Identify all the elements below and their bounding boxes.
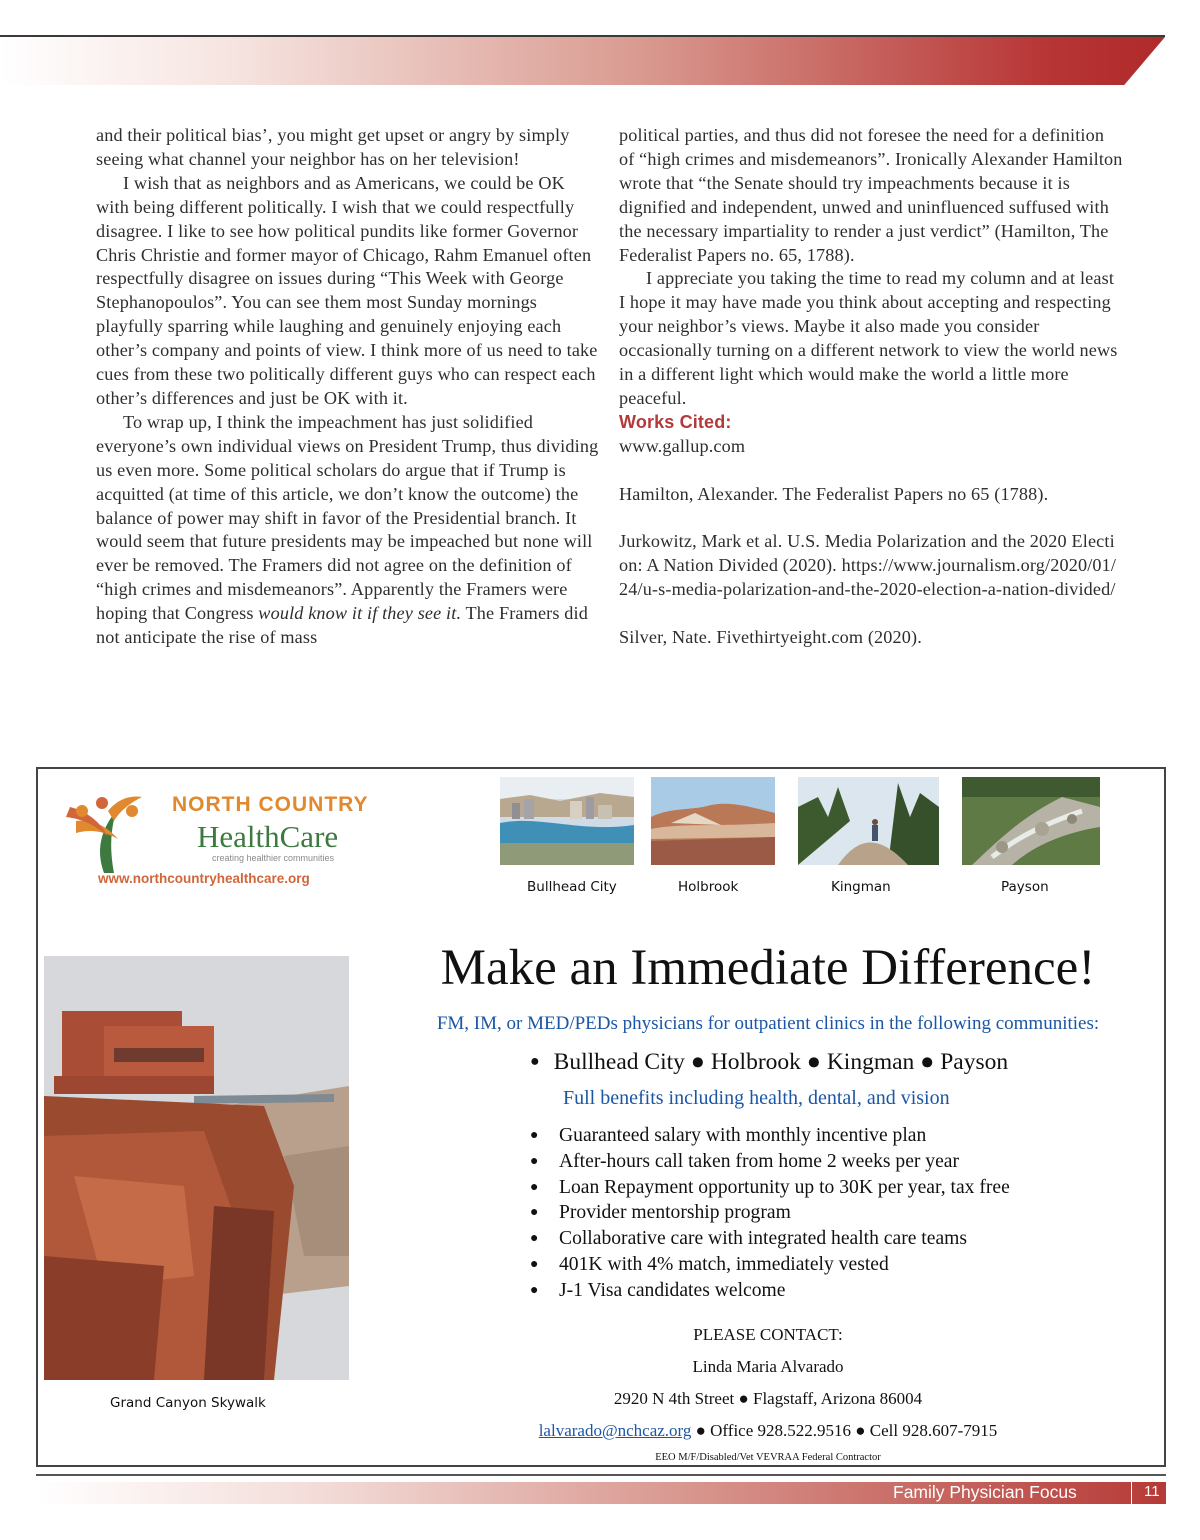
footer-rule — [36, 1474, 1166, 1476]
ad-cities-line — [530, 1049, 1008, 1076]
contact-address: 2920 N 4th Street ● Flagstaff, Arizona 86004 — [613, 1389, 923, 1408]
bullet-icon: ● — [530, 1128, 539, 1143]
article-paragraph — [96, 411, 601, 650]
kingman-photo — [798, 777, 939, 865]
ad-headline: Make an Immediate Difference! — [440, 940, 1096, 996]
ad-benefits-line: Full benefits including health, dental, and vision — [563, 1087, 950, 1109]
bullhead-city-photo — [500, 777, 634, 865]
list-item — [530, 1254, 1010, 1280]
logo-name-top: NORTH COUNTRY — [172, 793, 369, 816]
ad-bullet-list — [530, 1125, 1010, 1306]
article-paragraph: political parties, and thus did not foresee the need for a definition of “high crimes and misdemeanors”. Ironically Alexander Hamilton wrote that “the Senate should try impeachments because it is dignified and independent, unwed and uninfluenced suffused with the necessary impartiality to render a just verdict” (Hamilton, The Federalist Papers no. 65, 1788). — [619, 125, 1123, 265]
article-italic-text: would know it if they see it. — [258, 603, 462, 624]
article-paragraph: and their political bias’, you might get upset or angry by simply seeing what channel your neighbor has on her television! — [96, 125, 570, 169]
publication-title: Family Physician Focus — [893, 1482, 1077, 1502]
holbrook-photo — [651, 777, 775, 865]
photo-caption: Payson — [1001, 879, 1049, 895]
bullet-icon: ● — [530, 1153, 539, 1169]
ad-subheadline: FM, IM, or MED/PEDs physicians for outpatient clinics in the following communities: — [436, 1013, 1100, 1034]
photo-caption: Bullhead City — [527, 879, 617, 895]
list-item-text: Provider mentorship program — [559, 1202, 791, 1224]
header-banner — [0, 37, 1165, 85]
spacer — [619, 506, 1124, 530]
citation: Jurkowitz, Mark et al. U.S. Media Polarization and the 2020 Election: A Nation Divided (2020). https://www.journalism.org/2020/01/24/u-s-media-polarization-and-the-2020-election-a-nation-divided/ — [619, 531, 1117, 600]
bullet-icon: ● — [530, 1179, 539, 1195]
header-rule — [0, 35, 1165, 37]
photo-caption: Holbrook — [678, 879, 739, 895]
article-paragraph: I wish that as neighbors and as Americans, we could be OK with being different politically. I wish that we could respectfully disagree. I like to see how political pundits like former Governor Chris Christie and former mayor of Chicago, Rahm Emanuel often respectfully disagree on issues during “This Week with George Stephanopoulos”. You can see them most Sunday mornings playfully sparring while laughing and genuinely enjoying each other’s company and points of view. I think more of us need to take cues from these two politically different guys who can respect each other’s differences and just be OK with it. — [96, 172, 598, 408]
list-item-text: Collaborative care with integrated health care teams — [559, 1228, 968, 1250]
article-right-column — [619, 124, 1124, 650]
list-item — [530, 1228, 1010, 1254]
grand-canyon-skywalk-photo — [44, 956, 349, 1380]
contact-heading: PLEASE CONTACT: — [693, 1325, 843, 1344]
works-cited-heading: Works Cited: — [619, 411, 732, 432]
contact-phones: ● Office 928.522.9516 ● Cell 928.607-7915 — [691, 1421, 998, 1440]
eeo-statement: EEO M/F/Disabled/Vet VEVRAA Federal Contractor — [655, 1452, 881, 1463]
logo-url: www.northcountryhealthcare.org — [98, 871, 310, 886]
footer-separator — [1131, 1482, 1132, 1504]
contact-email-link[interactable]: lalvarado@nchcaz.org — [538, 1421, 692, 1440]
spacer — [619, 602, 1124, 626]
skywalk-caption: Grand Canyon Skywalk — [110, 1395, 266, 1411]
article-text: The Framers did not anticipate the rise of mass — [96, 603, 588, 648]
list-item — [530, 1177, 1010, 1203]
list-item — [530, 1151, 1010, 1177]
bullet-icon: ● — [530, 1205, 539, 1221]
spacer — [619, 459, 1124, 483]
article-paragraph: I appreciate you taking the time to read my column and at least I hope it may have made you think about accepting and respecting your neighbor’s views. Maybe it also made you consider occasionally turning on a different network to view the world news in a different light which would make the world a little more peaceful. — [619, 268, 1118, 408]
bullet-icon: ● — [530, 1256, 539, 1272]
logo-name-bottom: HealthCare — [197, 819, 339, 854]
cities-text: Bullhead City ● Holbrook ● Kingman ● Payson — [553, 1049, 1009, 1075]
list-item — [530, 1280, 1010, 1306]
citation: Silver, Nate. Fivethirtyeight.com (2020). — [619, 626, 922, 647]
list-item-text: Loan Repayment opportunity up to 30K per year, tax free — [559, 1176, 1010, 1198]
job-advertisement — [36, 767, 1166, 1467]
bullet-icon: ● — [530, 1053, 540, 1070]
list-item-text: Guaranteed salary with monthly incentive plan — [559, 1125, 927, 1146]
photo-caption: Kingman — [831, 879, 891, 895]
logo-tagline: creating healthier communities — [212, 853, 335, 863]
list-item-text: J-1 Visa candidates welcome — [559, 1279, 786, 1301]
list-item-text: 401K with 4% match, immediately vested — [559, 1253, 889, 1275]
logo-figures-icon — [56, 781, 152, 881]
article-left-column — [96, 124, 601, 650]
contact-details — [378, 1421, 1158, 1441]
citation: Hamilton, Alexander. The Federalist Papers no 65 (1788). — [619, 483, 1049, 504]
payson-photo — [962, 777, 1100, 865]
list-item — [530, 1202, 1010, 1228]
citation: www.gallup.com — [619, 435, 746, 456]
list-item — [530, 1125, 1010, 1151]
company-logo — [56, 781, 386, 886]
page-number: 11 — [1144, 1483, 1160, 1500]
bullet-icon: ● — [530, 1282, 539, 1298]
article-text: To wrap up, I think the impeachment has just solidified everyone’s own individual views on President Trump, thus dividing us even more. Some political scholars do argue that if Trump is acquitted (at time of this article, we don’t know the outcome) the balance of power may shift in favor of the Presidential branch. It would seem that future presidents may be impeached but none will ever be removed. The Framers did not agree on the definition of “high crimes and misdemeanors”. Apparently the Framers were hoping that Congress — [96, 411, 599, 624]
bullet-icon: ● — [530, 1231, 539, 1247]
contact-name: Linda Maria Alvarado — [692, 1357, 844, 1376]
list-item-text: After-hours call taken from home 2 weeks per year — [559, 1150, 960, 1172]
